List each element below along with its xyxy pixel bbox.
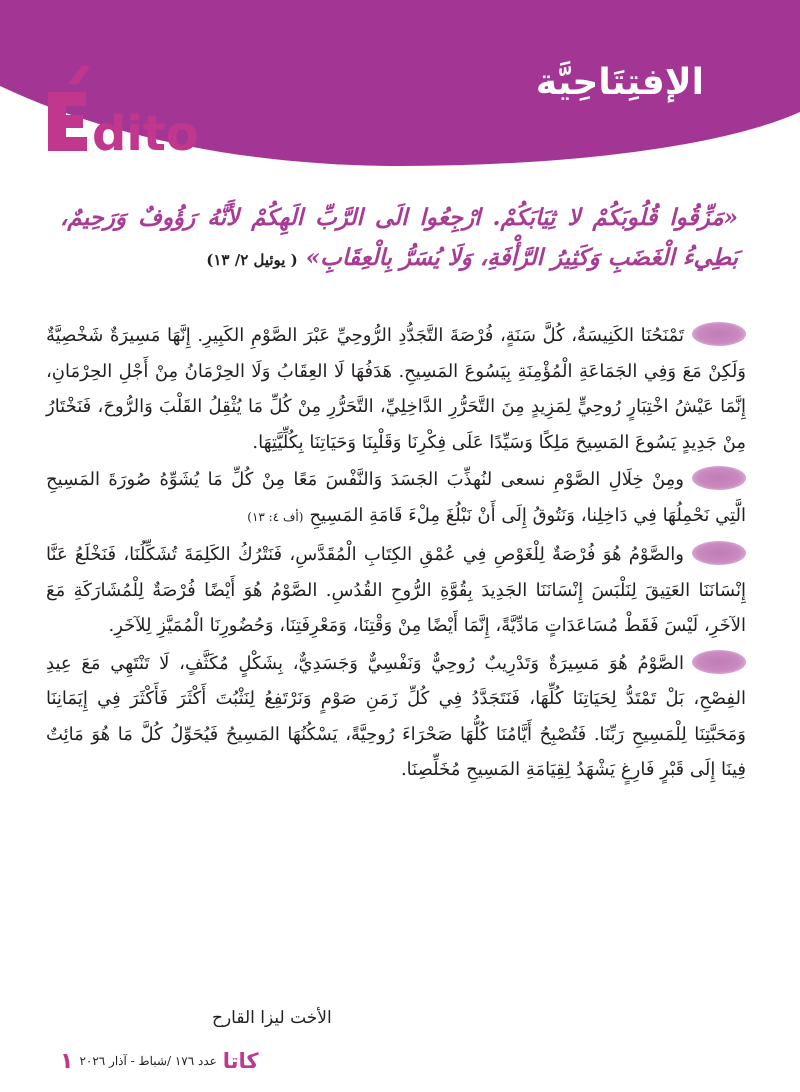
page-number: ١	[60, 1048, 74, 1074]
paragraph-bullet-icon	[692, 650, 746, 674]
article-body	[46, 318, 746, 790]
paragraph-bullet-icon	[692, 322, 746, 346]
author-signature: الأخت ليزا القارح	[212, 1008, 332, 1028]
paragraph-1: تَمْنَحُنَا الكَنِيسَةُ، كُلَّ سَنَةٍ، فُرْصَةَ التَّجَدُّدِ الرُّوحِيِّ عَبْرَ الصَّوْمِ الكَبِيرِ. إِنَّهَا مَسِيرَةٌ شَخْصِيَّةٌ وَلَكِنْ مَعَ وَفِي الجَمَاعَةِ الْمُؤْمِنَةِ بِيَسُوعَ المَسِيحِ. هَدَفُهَا لَا العِقَابُ وَلَا الحِرْمَانُ مِنْ أَجْلِ الحِرْمَانِ، إِنَّمَا عَيْشُ اخْتِبَارٍ رُوحِيٍّ لِمَزِيدٍ مِنَ التَّحَرُّرِ الدَّاخِلِيِّ، التَّحَرُّرِ مِنْ كُلِّ مَا يُثْقِلُ القَلْبَ وَالرُّوحَ، فَنَخْتَارُ مِنْ جَدِيدٍ يَسُوعَ المَسِيحَ مَلِكًا وَسَيِّدًا عَلَى فِكْرِنَا وَقَلْبِنَا وَحَيَاتِنَا بِكُلِّيَّتِهَا.	[46, 318, 746, 460]
page-footer	[56, 1046, 259, 1076]
paragraph-2: ومِنْ خِلَالِ الصَّوْمِ نسعى لنُهذِّبَ الجَسَدَ وَالنَّفْسَ مَعًا مِنْ كُلِّ مَا يُشَوِّهُ صُورَةَ المَسِيحِ الَّتِي نَحْمِلُهَا فِي دَاخِلِنا، وَنَتُوقُ إِلَى أَنْ نَبْلُغَ مِلْءَ قَامَةِ المَسِيحِ(أف ٤: ١٣)	[46, 462, 746, 535]
issue-info: عدد ١٧٦ /شباط - آذار ٢٠٢٦	[79, 1054, 217, 1068]
page-title: الإفتِتَاحِيَّة	[535, 62, 704, 103]
paragraph-3: والصَّوْمُ هُوَ فُرْصَةٌ لِلْغَوْصِ فِي عُمْقِ الكِتَابِ الْمُقَدَّسِ، فَنَتْرُكُ الكَلِمَةَ تُشَكِّلُنَا، فَنَخْلَعُ عَنَّا إِنْسَانَنَا العَتِيقَ لِنَلْبَسَ إِنْسَانَنَا الجَدِيدَ بِقُوَّةِ الرُّوحِ القُدُسِ. الصَّوْمُ هُوَ أَيْضًا فُرْصَةٌ لِلْمُشَارَكَةِ مَعَ الآخَرِ، لَيْسَ فَقَطْ مُسَاعَدَاتٍ مَادِّيَّةً، إِنَّمَا أَيْضًا مِنْ وَقْتِنَا، وَمَعْرِفَتِنَا، وَحُضُورِنَا الْمُمَيَّزِ لِلآخَرِ.	[46, 537, 746, 644]
svg-text:dito: dito	[92, 106, 199, 152]
paragraph-4: الصَّوْمُ هُوَ مَسِيرَةٌ وَتَدْرِيبٌ رُوحِيٌّ وَنَفْسِيٌّ وَجَسَدِيٌّ، بِشَكْلٍ مُكَثَّفٍ، لَا تَنْتَهِي مَعَ عِيدِ الفِصْحِ، بَلْ تَمْتَدُّ لِحَيَاتِنَا كُلِّهَا، فَنَتَجَدَّدُ فِي كُلِّ زَمَنِ صَوْمٍ وَنَرْتَفِعُ لِنَثْبُتَ أَكْثَرَ فَأَكْثَرَ فِي إِيَمَانِنَا وَمَحَبَّتِنَا لِلْمَسِيحِ رَبِّنَا. فَتُصْبِحُ أَيَّامُنَا كُلُّهَا صَحْرَاءَ رُوحِيَّةً، يَسْكُنُهَا المَسِيحُ فَيُحَوِّلُ كُلَّ مَا هُوَ مَائِتٌ فِينَا إِلَى قَبْرٍ فَارِغٍ يَشْهَدُ لِقِيَامَةِ المَسِيحِ مُخَلِّصِنَا.	[46, 646, 746, 788]
quote-reference: ( يوئيل ٢/ ١٣)	[206, 251, 298, 269]
paragraph-bullet-icon	[692, 466, 746, 490]
quote-text: «مَزِّقُوا قُلُوبَكُمْ لا ثِيَابَكُمْ. ارْجِعُوا الَى الرَّبِّ الَهِكُمْ لأَنَّهُ رَؤُوفٌ وَرَحِيمٌ، بَطِيءُ الْغَضَبِ وَكَثِيرُ الرَّأْفَةِ، وَلَا يُسَرُّ بِالْعِقَابِ»	[60, 204, 738, 271]
magazine-brand: كاتا	[222, 1049, 259, 1073]
paragraph-bullet-icon	[692, 541, 746, 565]
scripture-quote	[60, 198, 738, 280]
edito-logo-mark	[48, 66, 199, 152]
verse-reference: (أف ٤: ١٣)	[247, 509, 304, 524]
edito-logo	[46, 62, 226, 152]
